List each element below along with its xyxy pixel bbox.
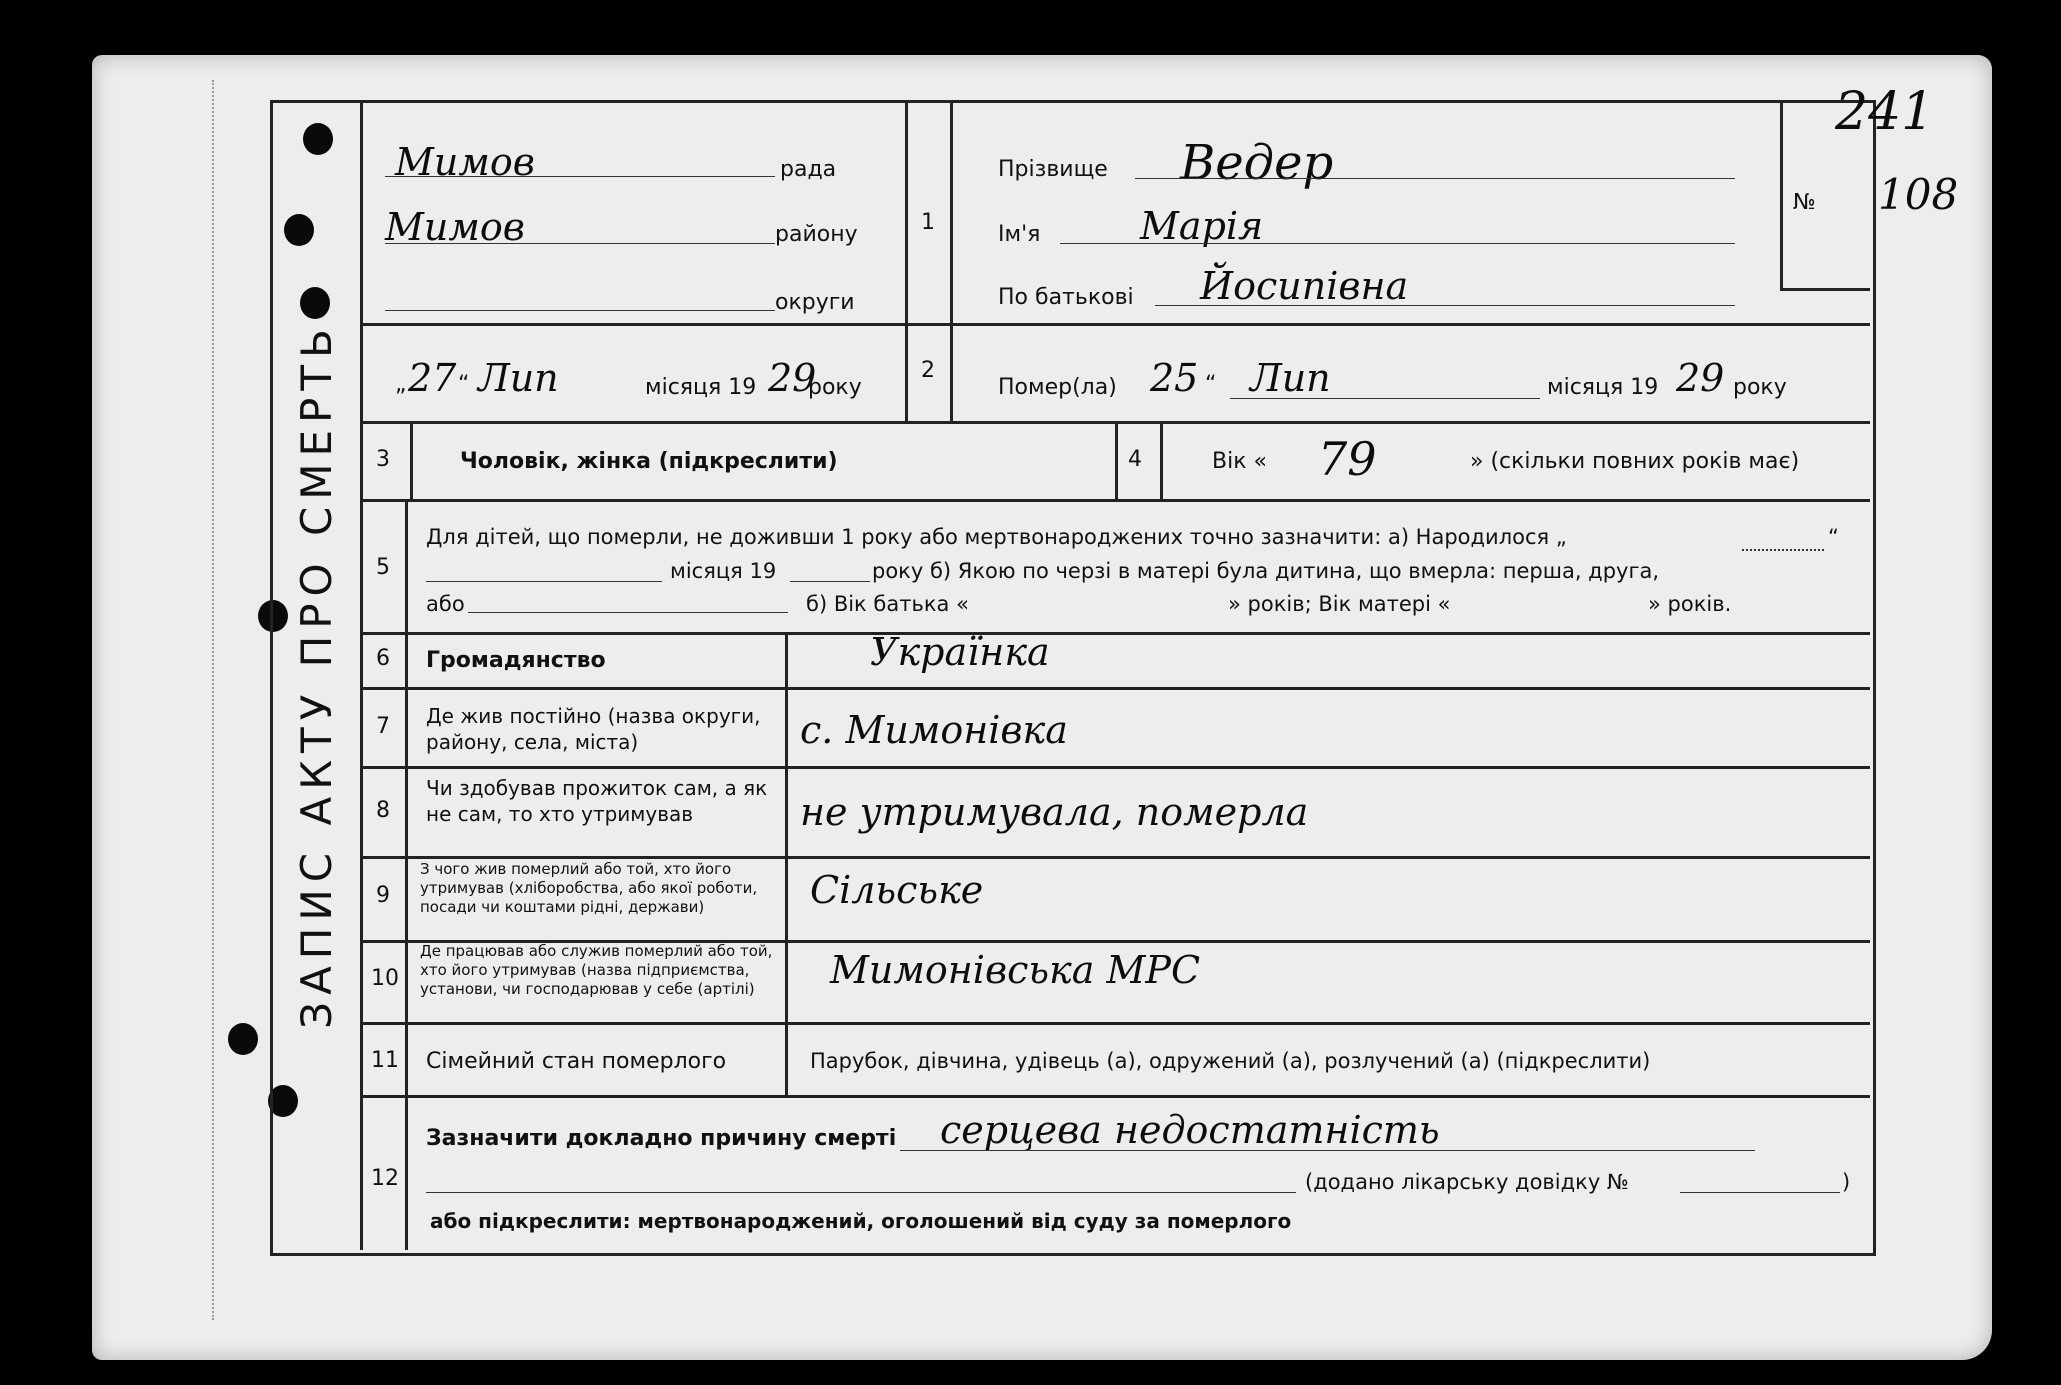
divider — [1115, 421, 1118, 499]
row-number-7: 7 — [376, 714, 390, 739]
surname-value: Ведер — [1180, 135, 1334, 191]
workplace-label: Де працював або служив померлий або той, хто його утримував (назва підприємства, установи, чи господарював у себе (артілі) — [420, 942, 773, 998]
perforation-line — [212, 80, 234, 1320]
patronymic-value: Йосипівна — [1200, 264, 1409, 308]
support-value: не утримувала, померла — [800, 790, 1309, 834]
died-month-label: місяця 19 — [1547, 375, 1659, 400]
died-line — [1230, 398, 1540, 399]
citizenship-label: Громадянство — [426, 648, 606, 673]
surname-label: Прізвище — [998, 157, 1108, 182]
row-number-5: 5 — [376, 555, 390, 580]
rayon-value: Мимов — [385, 205, 525, 249]
row-number-10: 10 — [371, 966, 399, 991]
side-title-text: ЗАПИС АКТУ ПРО СМЕРТЬ — [291, 321, 341, 1029]
name-line — [1060, 243, 1735, 244]
marital-options: Парубок, дівчина, удівець (а), одружений (а), розлучений (а) (підкреслити) — [810, 1049, 1651, 1073]
cause-note: (додано лікарську довідку № — [1305, 1170, 1629, 1194]
okruha-line — [385, 310, 775, 311]
child-line-1: Для дітей, що померли, не доживши 1 року або мертвонароджених точно зазначити: а) Народилося „ — [426, 525, 1567, 549]
rada-label: рада — [780, 157, 837, 182]
child-line-3-c: » років; Вік матері « — [1228, 592, 1451, 616]
divider — [1780, 103, 1783, 288]
child-year-line — [790, 581, 870, 582]
divider — [360, 421, 1870, 424]
cause-label: Зазначити докладно причину смерті — [426, 1126, 897, 1151]
child-line-3-b: б) Вік батька « — [806, 592, 969, 616]
child-month-line — [426, 581, 662, 582]
header-year-label: року — [808, 375, 862, 400]
divider — [360, 687, 1870, 690]
row-number-6: 6 — [376, 646, 390, 671]
row-number-2: 2 — [921, 358, 935, 383]
divider — [360, 1022, 1870, 1025]
child-line-1-end: “ — [1828, 525, 1839, 549]
died-day: 25 — [1150, 356, 1199, 400]
punch-hole — [228, 1023, 258, 1055]
rada-value: Мимов — [395, 140, 535, 184]
divider — [360, 632, 1870, 635]
row-number-4: 4 — [1128, 447, 1142, 472]
divider — [360, 323, 1870, 326]
form-frame — [270, 100, 1876, 1256]
divider — [1160, 421, 1163, 499]
name-value: Марія — [1140, 204, 1264, 248]
child-line-3-d: » років. — [1648, 592, 1732, 616]
row-number-11: 11 — [371, 1048, 399, 1073]
age-suffix: » (скільки повних років має) — [1470, 449, 1800, 474]
cause-footer: або підкреслити: мертвонароджений, оголошений від суду за померлого — [430, 1209, 1292, 1233]
child-line-2-b: року б) Якою по черзі в матері була дитина, що вмерла: перша, друга, — [872, 559, 1660, 583]
livelihood-value: Сільське — [810, 868, 984, 912]
divider — [360, 856, 1870, 859]
died-date-suffix: “ — [1205, 372, 1217, 397]
cause-note-end: ) — [1842, 1170, 1851, 1194]
patronymic-label: По батькові — [998, 285, 1134, 310]
header-day: 27 — [408, 356, 457, 400]
header-date-prefix: „ — [395, 372, 407, 397]
support-label: Чи здобував прожиток сам, а як не сам, то хто утримував — [426, 776, 768, 826]
record-number-prefix: № — [1793, 190, 1816, 215]
side-title — [272, 105, 360, 1245]
residence-value: с. Мимонівка — [800, 708, 1068, 752]
certificate-line — [1680, 1192, 1840, 1193]
patronymic-line — [1155, 305, 1735, 306]
died-year-label: року — [1733, 375, 1787, 400]
row-number-1: 1 — [921, 210, 935, 235]
header-month: Лип — [478, 356, 559, 400]
workplace-value: Мимонівська МРС — [830, 948, 1201, 992]
rayon-line — [385, 243, 775, 244]
divider — [360, 103, 363, 1250]
divider — [905, 103, 908, 421]
child-line-2-a: місяця 19 — [670, 559, 777, 583]
divider — [360, 1095, 1870, 1098]
corner-number: 241 — [1835, 82, 1935, 142]
died-month: Лип — [1250, 356, 1331, 400]
rayon-label: району — [775, 222, 858, 247]
residence-label: Де жив постійно (назва округи, району, села, міста) — [426, 704, 761, 754]
marital-label: Сімейний стан померлого — [426, 1049, 727, 1074]
row-number-3: 3 — [376, 447, 390, 472]
name-label: Ім'я — [998, 222, 1041, 247]
divider — [405, 499, 408, 1250]
header-year: 29 — [768, 356, 817, 400]
died-label: Помер(ла) — [998, 375, 1117, 400]
row-number-9: 9 — [376, 883, 390, 908]
cause-value: серцева недостатність — [940, 1108, 1440, 1152]
divider — [360, 499, 1870, 502]
header-month-label: місяця 19 — [645, 375, 757, 400]
divider — [1780, 288, 1870, 291]
header-date-suffix: “ — [458, 372, 470, 397]
sex-label: Чоловік, жінка (підкреслити) — [460, 449, 838, 474]
okruha-label: округи — [775, 290, 855, 315]
divider — [785, 632, 788, 1095]
cause-line — [900, 1150, 1755, 1151]
surname-line — [1135, 178, 1735, 179]
divider — [360, 766, 1870, 769]
livelihood-label: З чого жив померлий або той, хто його утримував (хліборобства, або якої роботи, посади чи коштами рідні, держави) — [420, 860, 758, 916]
citizenship-value: Українка — [870, 630, 1050, 674]
cause-line-2 — [426, 1192, 1296, 1193]
row-number-8: 8 — [376, 798, 390, 823]
child-or-line — [468, 612, 788, 613]
child-line-3-a: або — [426, 592, 465, 616]
row-number-12: 12 — [371, 1166, 399, 1191]
divider — [410, 421, 413, 499]
died-year: 29 — [1676, 356, 1725, 400]
age-value: 79 — [1318, 432, 1377, 486]
record-number: 108 — [1878, 170, 1959, 219]
divider — [950, 103, 953, 421]
age-label: Вік « — [1212, 449, 1267, 474]
rada-line — [385, 176, 775, 177]
child-born-dots — [1742, 549, 1824, 551]
